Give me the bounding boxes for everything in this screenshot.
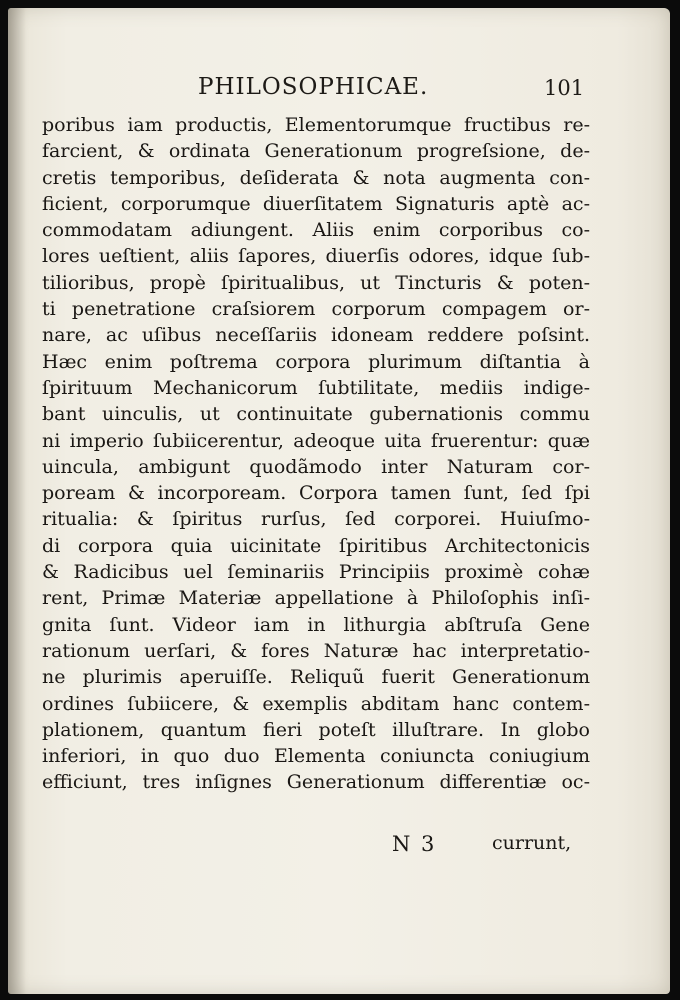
text-line: ni imperio ſubiicerentur, adeoque uita fruerentur: quæ [42, 429, 590, 452]
text-line: & Radicibus uel ſeminariis Principiis proximè cohæ [42, 561, 590, 584]
text-line: farcient, & ordinata Generationum progreſsione, de- [42, 140, 590, 163]
catchword: currunt, [492, 832, 572, 854]
text-line: poribus iam productis, Elementorumque fructibus re- [42, 114, 590, 136]
text-line: ordines ſubiicere, & exemplis abditam hanc contem- [42, 692, 590, 715]
text-line: plationem, quantum fieri poteſt illuſtrare. In globo [42, 718, 590, 741]
text-line: bant uinculis, ut continuitate gubernationis commu [42, 403, 590, 426]
book-page [8, 8, 670, 994]
text-line: ficient, corporumque diuerſitatem Signaturis aptè ac- [42, 192, 590, 215]
text-line: di corpora quia uicinitate ſpiritibus Architectonicis [42, 534, 590, 557]
text-line: gnita ſunt. Videor iam in lithurgia abſtruſa Gene [42, 613, 590, 636]
page-header [8, 74, 670, 110]
text-line: uincula, ambigunt quodãmodo inter Naturam cor- [42, 455, 590, 478]
text-line: Hæc enim poſtrema corpora plurimum diſtantia à [42, 350, 590, 373]
text-line: rent, Primæ Materiæ appellatione à Philoſophis inſi- [42, 587, 590, 610]
page-number: 101 [544, 76, 585, 100]
text-line: nare, ac uſibus neceſſariis idoneam reddere poſsint. [42, 324, 590, 347]
body-text [42, 112, 590, 796]
text-line: rationum uerſari, & fores Naturæ hac interpretatio- [42, 639, 590, 662]
text-line: cretis temporibus, deſiderata & nota augmenta con- [42, 166, 590, 189]
text-line: efficiunt, tres inſignes Generationum differentiæ oc- [42, 771, 590, 794]
text-line: ritualia: & ſpiritus rurſus, ſed corporei. Huiuſmo- [42, 508, 590, 531]
text-line: commodatam adiungent. Aliis enim corporibus co- [42, 219, 590, 242]
signature-mark: N 3 [392, 832, 437, 856]
text-line: ſpirituum Mechanicorum ſubtilitate, mediis indige- [42, 376, 590, 399]
running-head: PHILOSOPHICAE. [198, 74, 429, 100]
text-line: poream & incorpoream. Corpora tamen ſunt, ſed ſpi [42, 482, 590, 505]
text-line: inferiori, in quo duo Elementa coniuncta coniugium [42, 745, 590, 768]
page-footer [8, 832, 670, 862]
text-line: ne plurimis aperuiſſe. Reliquũ fuerit Generationum [42, 666, 590, 689]
text-line: ti penetratione craſsiorem corporum compagem or- [42, 298, 590, 321]
text-line: tilioribus, propè ſpiritualibus, ut Tincturis & poten- [42, 271, 590, 294]
text-line: lores ueſtient, aliis ſapores, diuerſis odores, idque ſub- [42, 245, 590, 268]
